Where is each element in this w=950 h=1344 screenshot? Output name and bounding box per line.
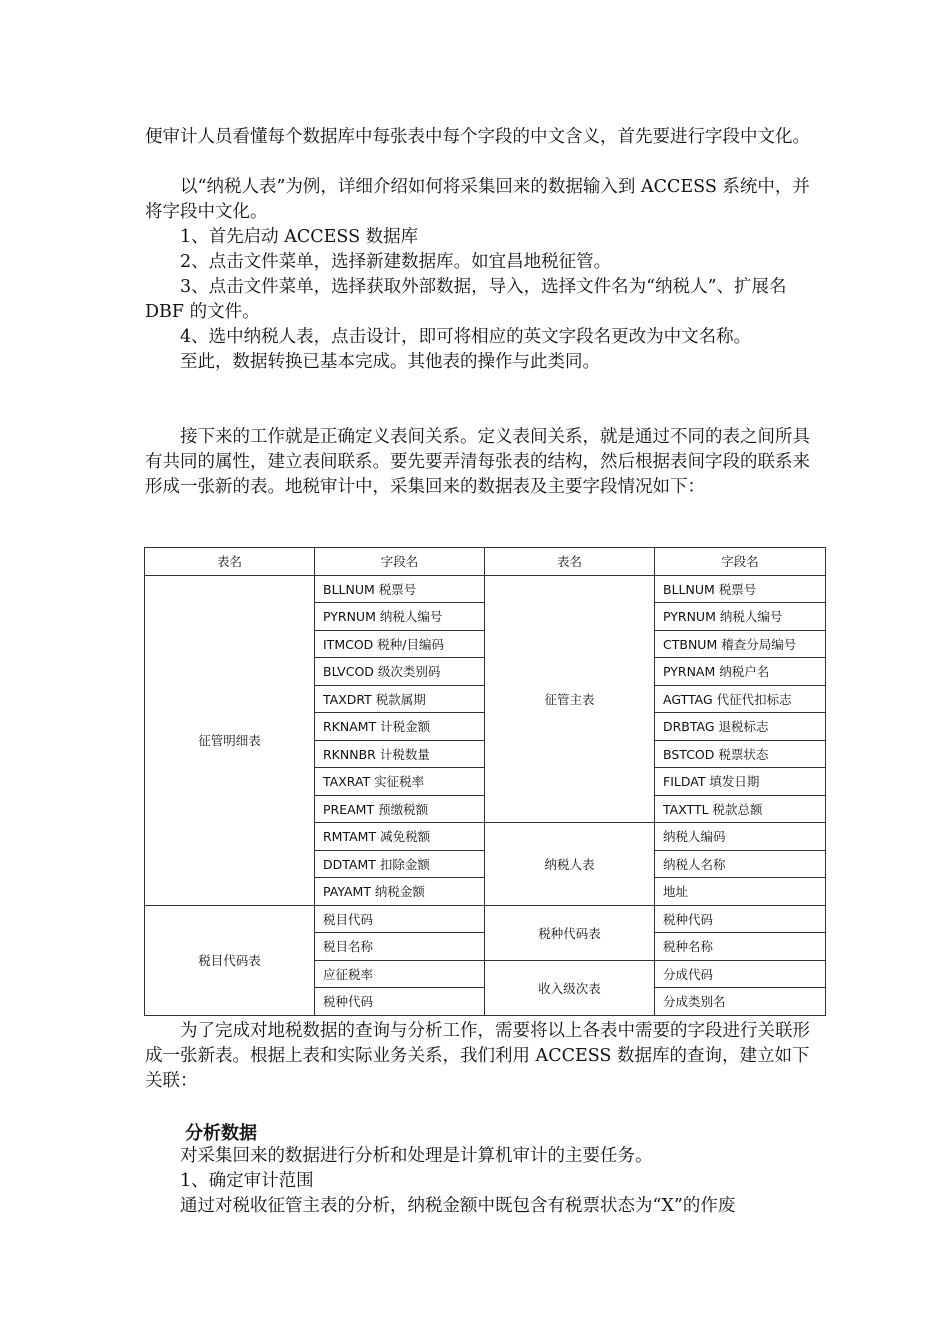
field-name-cell: PYRNUM 纳税人编号 bbox=[315, 603, 485, 631]
field-name-cell: PAYAMT 纳税金额 bbox=[315, 878, 485, 906]
field-name-cell: TAXDRT 税款属期 bbox=[315, 685, 485, 713]
paragraph-taxpayer-example: 以“纳税人表”为例，详细介绍如何将采集回来的数据输入到 ACCESS 系统中，并将字段中文化。 bbox=[145, 177, 810, 222]
field-name-cell: TAXRAT 实征税率 bbox=[315, 768, 485, 796]
table-name-cell: 收入级次表 bbox=[485, 960, 655, 1015]
field-name-cell: RKNNBR 计税数量 bbox=[315, 740, 485, 768]
field-name-cell: 纳税人名称 bbox=[655, 850, 826, 878]
field-name-cell: DRBTAG 退税标志 bbox=[655, 713, 826, 741]
paragraph-table-relations: 接下来的工作就是正确定义表间关系。定义表间关系，就是通过不同的表之间所具有共同的属性，建立表间联系。要先要弄清每张表的结构，然后根据表间字段的联系来形成一张新的表。地税审计中，采集回来的数据表及主要字段情况如下： bbox=[145, 427, 810, 497]
table-name-cell: 征管明细表 bbox=[145, 575, 315, 905]
table-header-cell: 字段名 bbox=[315, 548, 485, 576]
field-name-cell: CTBNUM 稽查分局编号 bbox=[655, 630, 826, 658]
step-1: 1、首先启动 ACCESS 数据库 bbox=[180, 227, 419, 247]
field-name-cell: RKNAMT 计税金额 bbox=[315, 713, 485, 741]
field-name-cell: 税目名称 bbox=[315, 933, 485, 961]
table-header-cell: 表名 bbox=[145, 548, 315, 576]
field-name-cell: 分成类别名 bbox=[655, 988, 826, 1016]
field-name-cell: BSTCOD 税票状态 bbox=[655, 740, 826, 768]
field-name-cell: AGTTAG 代征代扣标志 bbox=[655, 685, 826, 713]
paragraph-main-table-analysis: 通过对税收征管主表的分析，纳税金额中既包含有税票状态为“X”的作废 bbox=[180, 1196, 736, 1216]
field-name-cell: DDTAMT 扣除金额 bbox=[315, 850, 485, 878]
field-name-cell: 税目代码 bbox=[315, 905, 485, 933]
field-name-cell: 税种代码 bbox=[655, 905, 826, 933]
field-name-cell: BLLNUM 税票号 bbox=[315, 575, 485, 603]
paragraph-conversion-done: 至此，数据转换已基本完成。其他表的操作与此类同。 bbox=[180, 352, 600, 372]
field-name-cell: BLVCOD 级次类别码 bbox=[315, 658, 485, 686]
step-3: 3、点击文件菜单，选择获取外部数据，导入，选择文件名为“纳税人”、扩展名 DBF 的文件。 bbox=[145, 277, 787, 322]
field-name-cell: 税种代码 bbox=[315, 988, 485, 1016]
step-4: 4、选中纳税人表，点击设计，即可将相应的英文字段名更改为中文名称。 bbox=[180, 327, 752, 347]
fields-table bbox=[144, 547, 826, 1016]
section-heading: 分析数据 bbox=[185, 1123, 257, 1144]
field-name-cell: 纳税人编码 bbox=[655, 823, 826, 851]
subheading-audit-scope: 1、确定审计范围 bbox=[180, 1171, 314, 1191]
table-name-cell: 纳税人表 bbox=[485, 823, 655, 906]
table-row bbox=[145, 905, 826, 933]
field-name-cell: PYRNUM 纳税人编号 bbox=[655, 603, 826, 631]
table-header-cell: 表名 bbox=[485, 548, 655, 576]
field-name-cell: RMTAMT 减免税额 bbox=[315, 823, 485, 851]
field-name-cell: 分成代码 bbox=[655, 960, 826, 988]
paragraph-analysis-task: 对采集回来的数据进行分析和处理是计算机审计的主要任务。 bbox=[180, 1146, 653, 1166]
field-name-cell: ITMCOD 税种/目编码 bbox=[315, 630, 485, 658]
table-header-cell: 字段名 bbox=[655, 548, 826, 576]
field-name-cell: 地址 bbox=[655, 878, 826, 906]
table-name-cell: 税目代码表 bbox=[145, 905, 315, 1015]
field-name-cell: PYRNAM 纳税户名 bbox=[655, 658, 826, 686]
field-name-cell: FILDAT 填发日期 bbox=[655, 768, 826, 796]
table-header-row bbox=[145, 548, 826, 576]
field-name-cell: 税种名称 bbox=[655, 933, 826, 961]
table-name-cell: 税种代码表 bbox=[485, 905, 655, 960]
table-name-cell: 征管主表 bbox=[485, 575, 655, 823]
field-name-cell: BLLNUM 税票号 bbox=[655, 575, 826, 603]
field-name-cell: PREAMT 预缴税额 bbox=[315, 795, 485, 823]
field-name-cell: TAXTTL 税款总额 bbox=[655, 795, 826, 823]
field-name-cell: 应征税率 bbox=[315, 960, 485, 988]
table-row bbox=[145, 575, 826, 603]
paragraph-field-localization: 便审计人员看懂每个数据库中每张表中每个字段的中文含义，首先要进行字段中文化。 bbox=[145, 127, 810, 147]
step-2: 2、点击文件菜单，选择新建数据库。如宜昌地税征管。 bbox=[180, 252, 612, 272]
paragraph-join-tables: 为了完成对地税数据的查询与分析工作，需要将以上各表中需要的字段进行关联形成一张新表。根据上表和实际业务关系，我们利用 ACCESS 数据库的查询，建立如下关联： bbox=[145, 1021, 810, 1091]
